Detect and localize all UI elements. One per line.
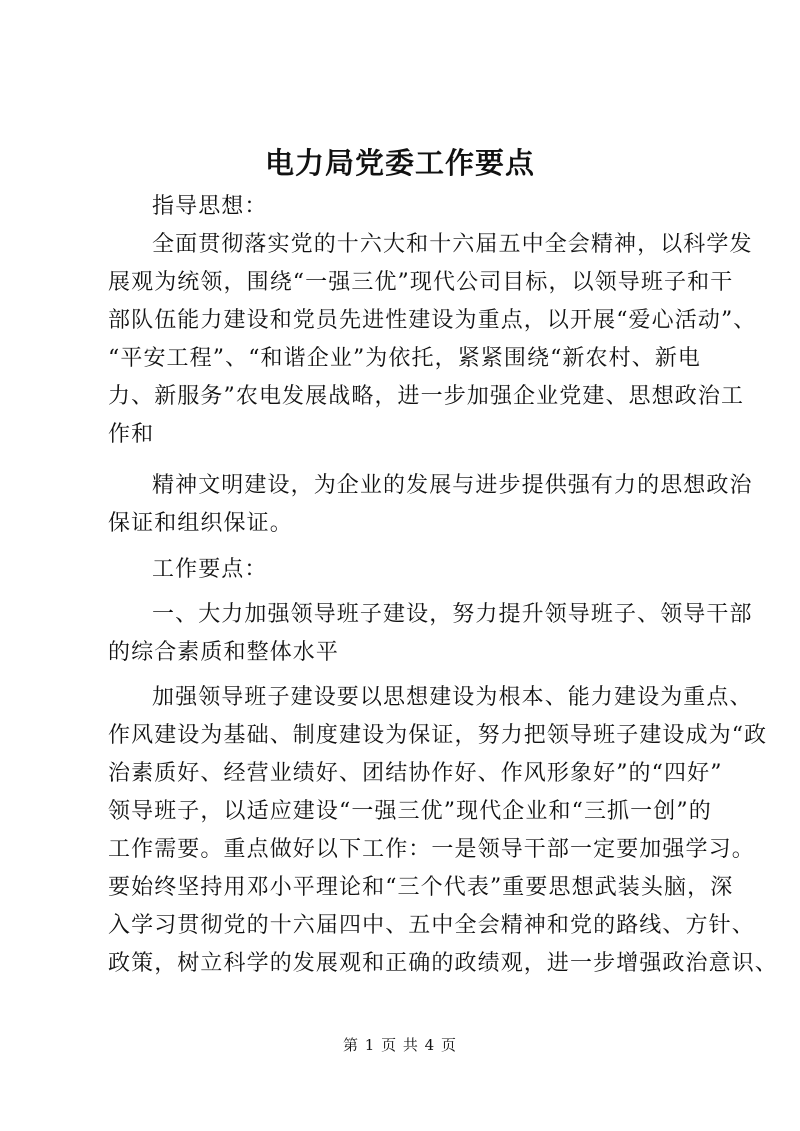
text-line: 治素质好、经营业绩好、团结协作好、作风形象好”的“四好” <box>108 761 723 786</box>
text-line: 加强领导班子建设要以思想建设为根本、能力建设为重点、 <box>152 685 753 710</box>
document-title: 电力局党委工作要点 <box>264 146 535 180</box>
text-line: 要始终坚持用邓小平理论和“三个代表”重要思想武装头脑，深 <box>108 875 734 900</box>
text-line: 保证和组织保证。 <box>108 511 293 536</box>
text-line: 的综合素质和整体水平 <box>108 640 340 665</box>
text-line: 部队伍能力建设和党员先进性建设为重点，以开展“爱心活动”、 <box>108 308 757 333</box>
text-line: 力、新服务”农电发展战略，进一步加强企业党建、思想政治工 <box>108 384 745 409</box>
text-line: 全面贯彻落实党的十六大和十六届五中全会精神，以科学发 <box>152 232 753 257</box>
text-line: 作风建设为基础、制度建设为保证，努力把领导班子建设成为“政 <box>108 723 768 748</box>
text-line: 入学习贯彻党的十六届四中、五中全会精神和党的路线、方针、 <box>108 913 755 938</box>
text-line: 领导班子，以适应建设“一强三优”现代企业和“三抓一创”的 <box>108 799 712 824</box>
text-line: “平安工程”、“和谐企业”为依托，紧紧围绕“新农村、新电 <box>108 346 702 371</box>
text-line: 工作要点： <box>152 557 268 582</box>
text-line: 工作需要。重点做好以下工作：一是领导干部一定要加强学习。 <box>108 837 755 862</box>
page-number-footer: 第 1 页 共 4 页 <box>343 1036 457 1054</box>
text-line: 政策，树立科学的发展观和正确的政绩观，进一步增强政治意识、 <box>108 951 778 976</box>
text-line: 展观为统领，围绕“一强三优”现代公司目标，以领导班子和干 <box>108 270 734 295</box>
text-line: 一、大力加强领导班子建设，努力提升领导班子、领导干部 <box>152 602 753 627</box>
text-line: 精神文明建设，为企业的发展与进步提供强有力的思想政治 <box>152 473 753 498</box>
text-line: 指导思想： <box>152 194 268 219</box>
text-line: 作和 <box>108 422 155 447</box>
